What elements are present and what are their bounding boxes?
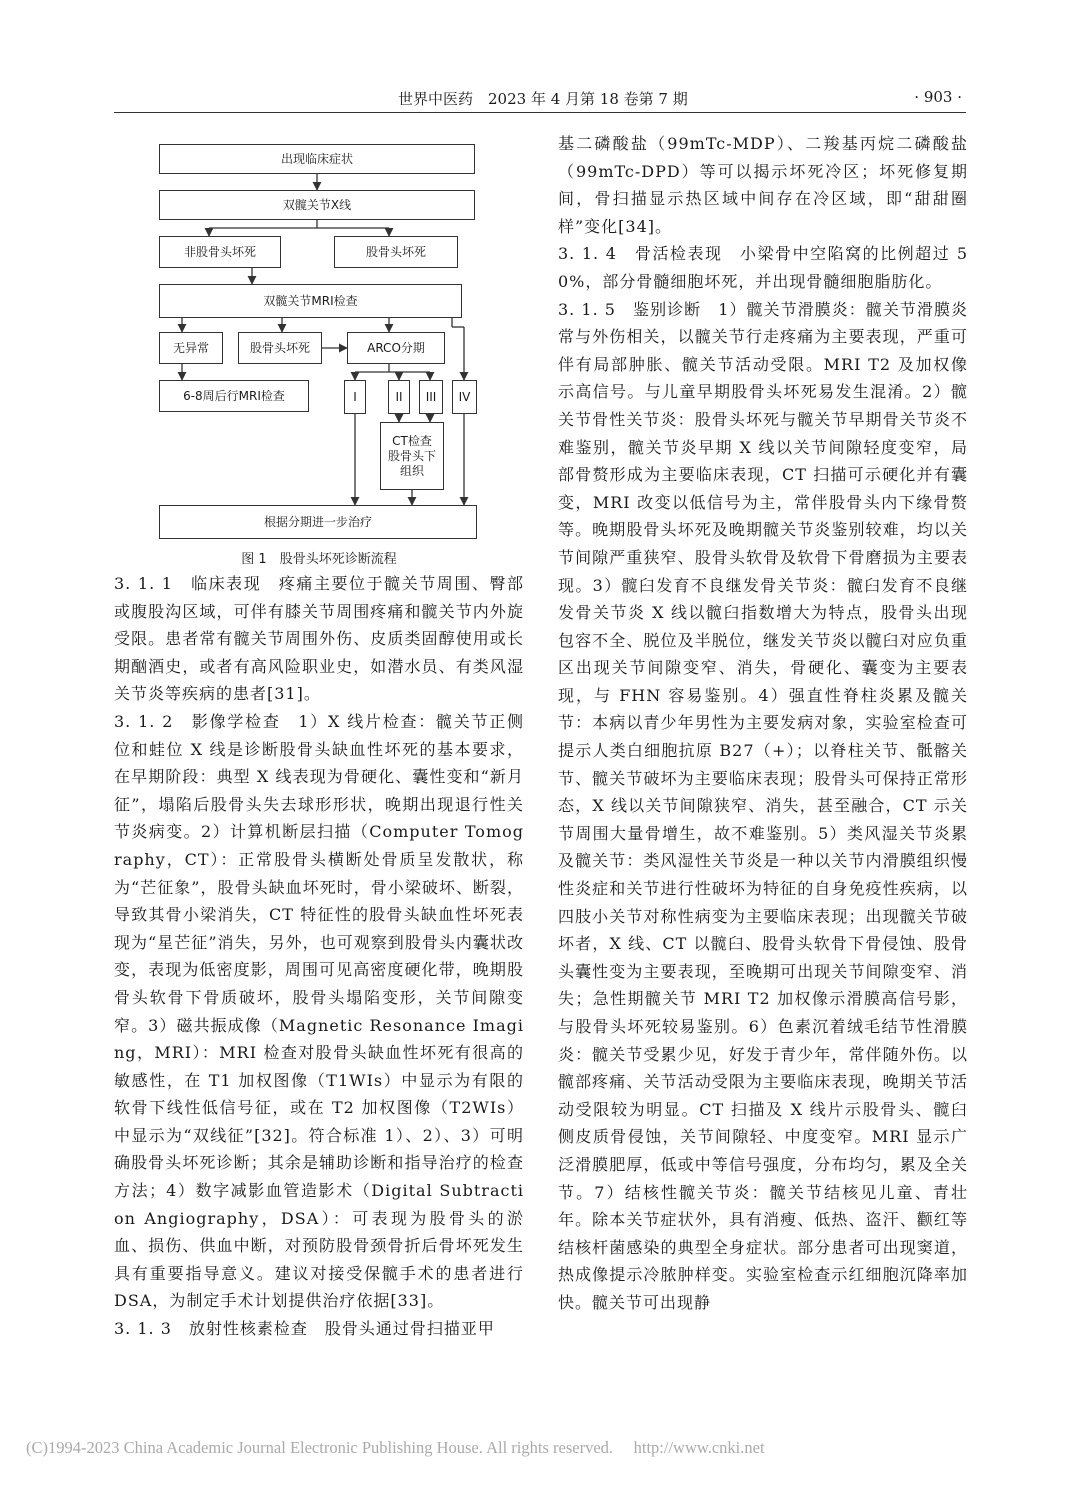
section-3-1-4: 3. 1. 4 骨活检表现 小梁骨中空陷窝的比例超过 50%，部分骨髓细胞坏死，并出现骨髓细胞脂肪化。	[558, 244, 968, 291]
flow-box-normal: 无异常	[159, 332, 223, 364]
journal-title: 世界中医药 2023 年 4 月第 18 卷第 7 期	[398, 90, 688, 108]
left-column	[114, 570, 524, 1343]
section-3-1-5: 3. 1. 5 鉴别诊断 1）髋关节滑膜炎：髋关节滑膜炎常与外伤相关，以髋关节行走疼痛为主要表现，严重可伴有局部肿胀、髋关节活动受限。MRI T2 及加权像示高信号。与儿童早期股骨头坏死易发生混淆。2）髋关节骨性关节炎：股骨头坏死与髋关节早期骨关节炎不难鉴别，髋关节炎早期 X 线以关节间隙轻度变窄，局部骨赘形成为主要临床表现，CT 扫描可示硬化并有囊变，MRI 改变以低信号为主，常伴股骨头内下缘骨赘等。晚期股骨头坏死及晚期髋关节炎鉴别较难，均以关节间隙严重狭窄、股骨头软骨及软骨下骨磨损为主要表现。3）髋臼发育不良继发骨关节炎：髋臼发育不良继发骨关节炎 X 线以髋臼指数增大为特点，股骨头出现包容不全、脱位及半脱位，继发关节炎以髋臼对应负重区出现关节间隙变窄、消失，骨硬化、囊变为主要表现，与 FHN 容易鉴别。4）强直性脊柱炎累及髋关节：本病以青少年男性为主要发病对象，实验室检查可提示人类白细胞抗原 B27（+）；以脊柱关节、骶髂关节、髋关节破坏为主要临床表现；股骨头可保持正常形态，X 线以关节间隙狭窄、消失，甚至融合，CT 示关节周围大量骨增生，故不难鉴别。5）类风湿关节炎累及髋关节：类风湿性关节炎是一种以关节内滑膜组织慢性炎症和关节进行性破坏为特征的自身免疫性疾病，以四肢小关节对称性病变为主要临床表现；出现髋关节破坏者，X 线、CT 以髋臼、股骨头软骨下骨侵蚀、股骨头囊性变为主要表现，至晚期可出现关节间隙变窄、消失；急性期髋关节 MRI T2 加权像示滑膜高信号影，与股骨头坏死较易鉴别。6）色素沉着绒毛结节性滑膜炎：髋关节受累少见，好发于青少年，常伴随外伤。以髋部疼痛、关节活动受限为主要临床表现，晚期关节活动受限较为明显。CT 扫描及 X 线片示股骨头、髋臼侧皮质骨侵蚀，关节间隙轻、中度变窄。MRI 显示广泛滑膜肥厚，低或中等信号强度，分布均匀，累及全关节。7）结核性髋关节炎：髋关节结核见儿童、青壮年。除本关节症状外，具有消瘦、低热、盗汗、颧红等结核杆菌感染的典型全身症状。部分患者可出现窦道，热成像提示冷脓肿样变。实验室检查示红细胞沉降率加快。髋关节可出现静	[558, 299, 968, 1312]
flow-box-stage-i: I	[344, 380, 366, 414]
page-number: · 903 ·	[914, 88, 962, 106]
ct-line-1: CT检查	[392, 433, 432, 448]
section-3-1-3-start: 3. 1. 3 放射性核素检查 股骨头通过骨扫描亚甲	[114, 1319, 495, 1339]
flow-box-arco: ARCO分期	[347, 332, 445, 364]
right-column	[558, 130, 968, 1317]
flow-box-stage-iii: III	[419, 380, 443, 414]
flow-box-followup: 6-8周后行MRI检查	[159, 380, 309, 412]
ct-line-2: 股骨头下	[387, 448, 436, 463]
figure-caption: 图 1 股骨头坏死诊断流程	[241, 552, 397, 567]
flow-box-onfh-mri: 股骨头坏死	[238, 332, 322, 364]
flow-box-treatment: 根据分期进一步治疗	[159, 505, 477, 539]
diagnosis-flowchart	[152, 132, 482, 544]
flow-box-xray: 双髋关节X线	[159, 190, 475, 220]
ct-line-3: 组织	[399, 463, 424, 478]
flow-box-stage-ii: II	[388, 380, 410, 414]
flow-box-non-onfh: 非股骨头坏死	[159, 236, 281, 268]
section-3-1-1: 3. 1. 1 临床表现 疼痛主要位于髋关节周围、臀部或腹股沟区域，可伴有膝关节周围疼痛和髋关节内外旋受限。患者常有髋关节周围外伤、皮质类固醇使用或长期酗酒史，或者有高风险职业史，如潜水员、有类风湿关节炎等疾病的患者[31]。	[114, 574, 524, 704]
flow-box-ct	[380, 422, 444, 490]
flow-box-mri: 双髋关节MRI检查	[159, 284, 462, 318]
section-3-1-3-cont: 基二磷酸盐（99mTc-MDP）、二羧基丙烷二磷酸盐（99mTc-DPD）等可以揭示坏死冷区；坏死修复期间，骨扫描显示热区域中间存在冷区域，即“甜甜圈样”变化[34]。	[558, 134, 968, 236]
running-header	[0, 88, 1080, 114]
flow-box-symptoms: 出现临床症状	[159, 144, 475, 174]
flow-box-onfh-xray: 股骨头坏死	[334, 236, 458, 268]
section-3-1-2: 3. 1. 2 影像学检查 1）X 线片检查：髋关节正侧位和蛙位 X 线是诊断股骨头缺血性坏死的基本要求，在早期阶段：典型 X 线表现为骨硬化、囊性变和“新月征”，塌陷后股骨头失去球形形状，晚期出现退行性关节炎病变。2）计算机断层扫描（Computer Tomography，CT）：正常股骨头横断处骨质呈发散状，称为“芒征象”，股骨头缺血坏死时，骨小梁破坏、断裂，导致其骨小梁消失，CT 特征性的股骨头缺血性坏死表现为“星芒征”消失，另外，也可观察到股骨头内囊状改变，表现为低密度影，周围可见高密度硬化带，晚期股骨头软骨下骨质破坏，股骨头塌陷变形，关节间隙变窄。3）磁共振成像（Magnetic Resonance Imaging，MRI）：MRI 检查对股骨头缺血性坏死有很高的敏感性，在 T1 加权图像（T1WIs）中显示为有限的软骨下线性低信号征，或在 T2 加权图像（T2WIs）中显示为“双线征”[32]。符合标准 1）、2）、3）可明确股骨头坏死诊断；其余是辅助诊断和指导治疗的检查方法；4）数字减影血管造影术（Digital Subtraction Angiography，DSA）：可表现为股骨头的淤血、损伤、供血中断，对预防股骨颈骨折后骨坏死发生具有重要指导意义。建议对接受保髋手术的患者进行 DSA，为制定手术计划提供治疗依据[33]。	[114, 711, 524, 1311]
header-rule	[114, 112, 966, 113]
copyright-footer: (C)1994-2023 China Academic Journal Electronic Publishing House. All rights reserved. http://www.cnki.net	[26, 1438, 765, 1457]
flow-box-stage-iv: IV	[452, 380, 477, 414]
